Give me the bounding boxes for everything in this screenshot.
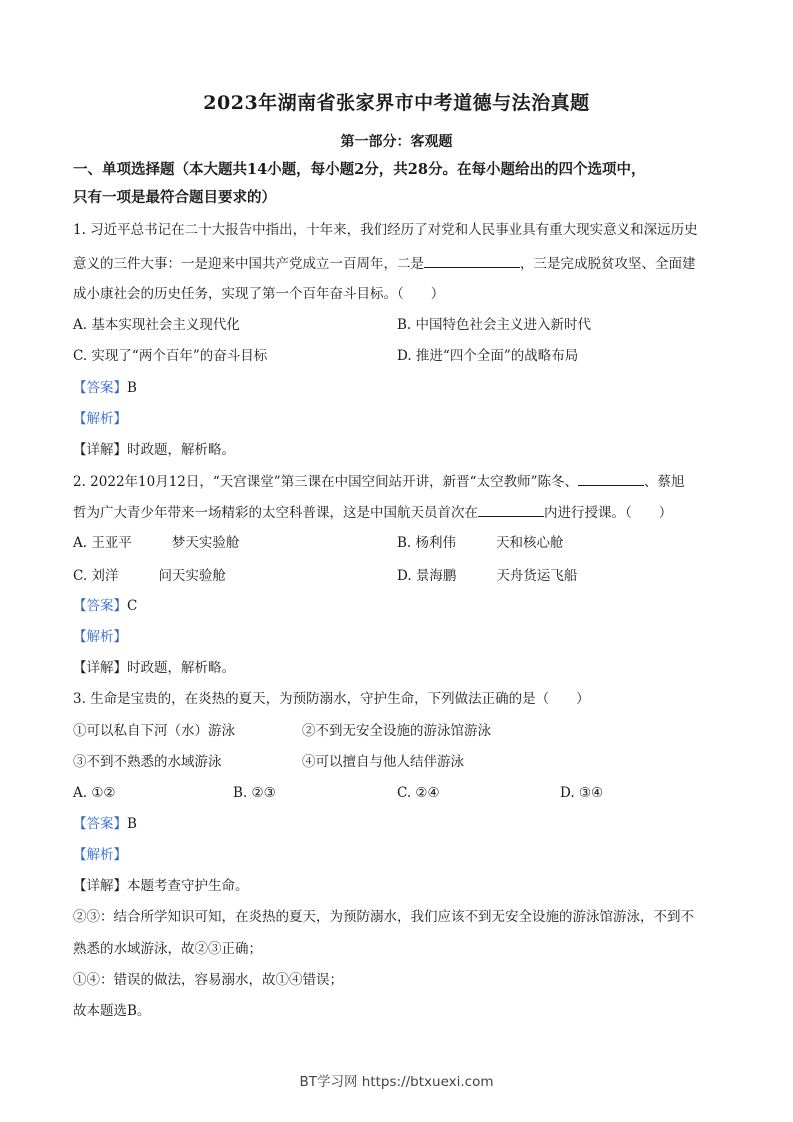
section-heading-line1: 一、单项选择题（本大题共14小题，每小题2分，共28分。在每小题给出的四个选项中，: [73, 161, 646, 178]
q2-option-a: [73, 533, 239, 553]
q2-option-c-name: C. 刘洋: [73, 568, 119, 584]
q1-option-d: D. 推进“四个全面”的战略布局: [397, 348, 579, 364]
q1-stem-line3: 成小康社会的历史任务，实现了第一个百年奋斗目标。（ ）: [73, 286, 445, 302]
q3-detail-tag: 【详解】: [73, 878, 127, 894]
q1-option-c: C. 实现了“两个百年”的奋斗目标: [73, 348, 268, 364]
q1-option-b: B. 中国特色社会主义进入新时代: [397, 317, 592, 333]
q2-stem-line1: [73, 471, 685, 492]
q3-conclusion: 故本题选B。: [73, 1003, 151, 1019]
q3-analysis-tag: 【解析】: [73, 847, 127, 863]
q1-stem-line2-a: 意义的三件大事：一是迎来中国共产党成立一百周年，二是: [73, 256, 424, 272]
q2-option-d-place: 天舟货运飞船: [496, 568, 578, 584]
q1-analysis: [73, 409, 127, 429]
q1-answer-tag: 【答案】: [73, 380, 127, 396]
q2-option-b: [397, 533, 564, 553]
q3-answer-value: B: [127, 816, 137, 832]
q2-option-b-place: 天和核心舱: [496, 535, 564, 551]
q1-option-a: A. 基本实现社会主义现代化: [73, 317, 240, 333]
q3-explanation-line1: ②③：结合所学知识可知，在炎热的夏天，为预防溺水，我们应该不到无安全设施的游泳馆游泳，不到不: [73, 909, 694, 925]
q1-stem-line2-b: ，三是完成脱贫攻坚、全面建: [520, 256, 696, 272]
q1-stem-line1: 1. 习近平总书记在二十大报告中指出，十年来，我们经历了对党和人民事业具有重大现实意义和深远历史: [73, 222, 698, 238]
q3-answer: [73, 814, 137, 834]
q2-detail-tag: 【详解】: [73, 660, 127, 676]
part-heading: 第一部分：客观题: [340, 134, 453, 150]
page-title: 2023年湖南省张家界市中考道德与法治真题: [203, 92, 590, 114]
q1-detail-tag: 【详解】: [73, 442, 127, 458]
q2-blank-1: [578, 471, 644, 486]
q1-answer: [73, 378, 137, 398]
q2-stem-line2: [73, 502, 672, 523]
page-footer-watermark: BT学习网 https://btxuexi.com: [299, 1074, 494, 1090]
q1-answer-value: B: [127, 380, 137, 396]
q1-answer-blank: [424, 253, 520, 268]
q3-detail-text: 本题考查守护生命。: [127, 878, 249, 894]
q2-analysis: [73, 627, 127, 647]
q3-statement-2: ②不到无安全设施的游泳馆游泳: [302, 723, 491, 739]
q2-blank-2: [478, 502, 544, 517]
q2-stem-line1-b: 、蔡旭: [644, 474, 685, 490]
section-heading-line2: 只有一项是最符合题目要求的）: [73, 189, 276, 206]
q2-detail-text: 时政题，解析略。: [127, 660, 235, 676]
q2-stem-line1-a: 2. 2022年10月12日，“天宫课堂”第三课在中国空间站开讲，新晋“太空教师”陈冬、: [73, 474, 578, 490]
q3-option-d: D. ③④: [560, 785, 604, 801]
q2-option-a-place: 梦天实验舱: [171, 535, 240, 551]
q3-statement-4: ④可以擅自与他人结伴游泳: [302, 754, 464, 770]
q3-statement-1: ①可以私自下河（水）游泳: [73, 723, 235, 739]
q1-detail-text: 时政题，解析略。: [127, 442, 235, 458]
q2-option-a-name: A. 王亚平: [73, 535, 132, 551]
q3-explanation-line2: 熟悉的水域游泳，故②③正确；: [73, 941, 262, 957]
q3-answer-tag: 【答案】: [73, 816, 127, 832]
q2-answer-value: C: [127, 598, 138, 614]
q2-stem-line2-b: 内进行授课。（ ）: [544, 505, 673, 521]
q1-detail: [73, 440, 235, 460]
q2-option-d-name: D. 景海鹏: [397, 568, 457, 584]
q2-option-c: [73, 566, 226, 586]
q3-detail: [73, 876, 249, 896]
q3-option-b: B. ②③: [233, 785, 276, 801]
q2-answer-tag: 【答案】: [73, 598, 127, 614]
q2-answer: [73, 596, 137, 616]
q2-stem-line2-a: 哲为广大青少年带来一场精彩的太空科普课，这是中国航天员首次在: [73, 505, 478, 521]
q2-option-d: [397, 566, 577, 586]
q3-option-c: C. ②④: [397, 785, 440, 801]
q2-analysis-tag: 【解析】: [73, 629, 127, 645]
q3-analysis: [73, 845, 127, 865]
q2-detail: [73, 658, 235, 678]
q3-stem: 3. 生命是宝贵的，在炎热的夏天，为预防溺水，守护生命，下列做法正确的是（ ）: [73, 691, 590, 707]
q1-stem-line2: [73, 253, 696, 274]
q3-option-a: A. ①②: [73, 785, 116, 801]
q3-explanation-line3: ①④：错误的做法，容易溺水，故①④错误；: [73, 972, 343, 988]
q2-option-b-name: B. 杨利伟: [397, 535, 457, 551]
q3-statement-3: ③不到不熟悉的水域游泳: [73, 754, 222, 770]
q2-option-c-place: 问天实验舱: [158, 568, 226, 584]
q1-analysis-tag: 【解析】: [73, 411, 127, 427]
